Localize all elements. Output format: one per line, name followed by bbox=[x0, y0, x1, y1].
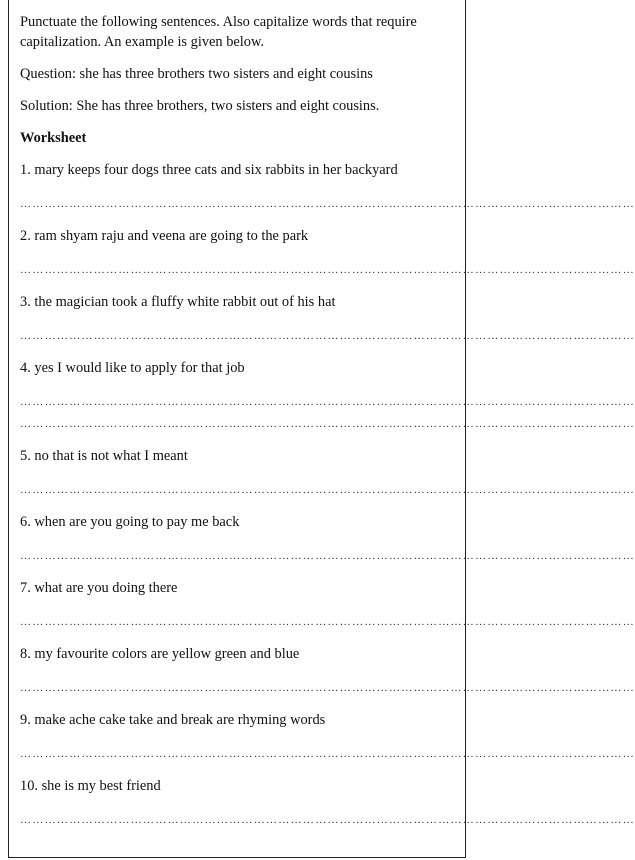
worksheet-page bbox=[8, 0, 635, 858]
instructions-text: Punctuate the following sentences. Also capitalize words that require capitalization. An example is given below. bbox=[20, 14, 417, 50]
answer-line-7[interactable]: …………………………………………………………………………………………………………………………………… bbox=[20, 616, 635, 628]
question-item-1: 1. mary keeps four dogs three cats and six rabbits in her backyard bbox=[20, 162, 398, 178]
answer-line-4-continued[interactable]: …………………………………………………………………………………………………………………………………… bbox=[20, 418, 635, 430]
question-item-9: 9. make ache cake take and break are rhyming words bbox=[20, 712, 326, 728]
question-item-6: 6. when are you going to pay me back bbox=[20, 514, 240, 530]
answer-line-6[interactable]: …………………………………………………………………………………………………………………………………… bbox=[20, 550, 635, 562]
question-item-10: 10. she is my best friend bbox=[20, 778, 161, 794]
question-item-4: 4. yes I would like to apply for that job bbox=[20, 360, 245, 376]
question-item-2: 2. ram shyam raju and veena are going to the park bbox=[20, 228, 309, 244]
answer-line-8[interactable]: …………………………………………………………………………………………………………………………………… bbox=[20, 682, 635, 694]
worksheet-heading: Worksheet bbox=[20, 130, 87, 146]
answer-line-5[interactable]: …………………………………………………………………………………………………………………………………… bbox=[20, 484, 635, 496]
question-item-8: 8. my favourite colors are yellow green and blue bbox=[20, 646, 300, 662]
question-item-7: 7. what are you doing there bbox=[20, 580, 178, 596]
question-item-5: 5. no that is not what I meant bbox=[20, 448, 188, 464]
example-solution: Solution: She has three brothers, two sisters and eight cousins. bbox=[20, 98, 380, 114]
answer-line-2[interactable]: …………………………………………………………………………………………………………………………………… bbox=[20, 264, 635, 276]
worksheet-content bbox=[20, 12, 635, 842]
answer-line-3[interactable]: …………………………………………………………………………………………………………………………………… bbox=[20, 330, 635, 342]
answer-line-10[interactable]: …………………………………………………………………………………………………………………………………… bbox=[20, 814, 635, 826]
answer-line-1[interactable]: …………………………………………………………………………………………………………………………………… bbox=[20, 198, 635, 210]
answer-line-4[interactable]: …………………………………………………………………………………………………………………………………… bbox=[20, 396, 635, 408]
example-question: Question: she has three brothers two sisters and eight cousins bbox=[20, 66, 373, 82]
answer-line-9[interactable]: …………………………………………………………………………………………………………………………………… bbox=[20, 748, 635, 760]
question-item-3: 3. the magician took a fluffy white rabbit out of his hat bbox=[20, 294, 336, 310]
